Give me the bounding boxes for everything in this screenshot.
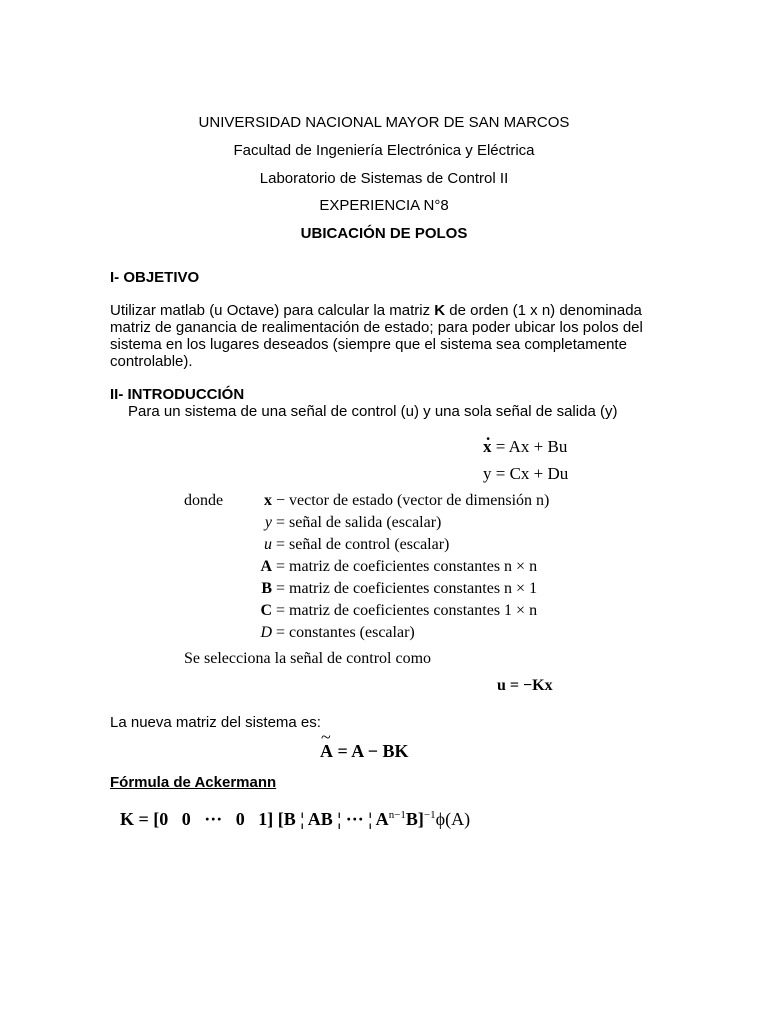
ackermann-exponent-inverse: −1 <box>423 809 436 821</box>
objective-text-before: Utilizar matlab (u Octave) para calcular la matriz <box>110 302 435 319</box>
definition-symbol: x <box>264 492 272 509</box>
definition-row <box>184 490 549 512</box>
ackermann-formula-mid: B] <box>405 809 424 829</box>
experience-number: EXPERIENCIA N°8 <box>319 197 449 214</box>
definition-row <box>184 622 549 644</box>
ackermann-formula <box>120 809 470 830</box>
objective-text-after: de orden (1 x n) denominada matriz de ganancia de realimentación de estado; para poder ubicar los polos del sistema en los lugares deseados (siempre que el sistema sea completamente controlable). <box>110 302 643 370</box>
state-equation <box>483 437 567 457</box>
state-equation-rhs: = Ax + Bu <box>495 437 568 456</box>
xdot-symbol: . x <box>483 437 492 457</box>
definition-text: = señal de control (escalar) <box>276 536 450 553</box>
a-tilde-symbol: ~ A <box>320 741 333 762</box>
document-title: UBICACIÓN DE POLOS <box>300 225 468 242</box>
output-equation: y = Cx + Du <box>483 464 569 483</box>
objective-heading: I- OBJETIVO <box>110 269 200 286</box>
definition-text: = matriz de coeficientes constantes n × 1 <box>276 580 538 597</box>
ackermann-heading: Fórmula de Ackermann <box>110 774 277 791</box>
definition-text: − vector de estado (vector de dimensión n) <box>276 492 550 509</box>
new-matrix-equation <box>320 741 409 762</box>
control-law: u = −Kx <box>497 677 553 694</box>
faculty-name: Facultad de Ingeniería Electrónica y Eléctrica <box>233 142 535 159</box>
definition-text: = señal de salida (escalar) <box>276 514 442 531</box>
objective-paragraph <box>110 302 650 370</box>
definitions-list <box>184 490 549 644</box>
definition-text: = matriz de coeficientes constantes 1 × n <box>276 602 538 619</box>
definition-row <box>184 578 549 600</box>
ackermann-exponent-n: n−1 <box>388 809 406 821</box>
definition-row <box>184 534 549 556</box>
new-matrix-text: La nueva matriz del sistema es: <box>110 714 321 731</box>
introduction-heading: II- INTRODUCCIÓN <box>110 386 245 403</box>
university-name: UNIVERSIDAD NACIONAL MAYOR DE SAN MARCOS <box>198 114 570 131</box>
definition-row <box>184 556 549 578</box>
ackermann-formula-start: K = [0 0 ··· 0 1] [B ¦ AB ¦ ··· ¦ A <box>120 809 389 829</box>
definition-symbol: C <box>260 602 272 619</box>
objective-k-symbol: K <box>434 302 446 319</box>
definitions-lead: donde <box>184 492 224 509</box>
control-selection-text: Se selecciona la señal de control como <box>184 650 432 667</box>
definition-symbol: u <box>264 536 272 553</box>
lab-name: Laboratorio de Sistemas de Control II <box>259 170 509 187</box>
definition-row <box>184 600 549 622</box>
definition-text: = constantes (escalar) <box>276 624 415 641</box>
new-matrix-rhs: = A − BK <box>337 741 409 761</box>
introduction-text: Para un sistema de una señal de control (u) y una sola señal de salida (y) <box>128 403 618 420</box>
definition-symbol: B <box>261 580 272 597</box>
ackermann-formula-end: ϕ(A) <box>435 809 471 829</box>
definition-symbol: y <box>264 514 272 531</box>
definition-symbol: A <box>260 558 272 575</box>
definition-symbol: D <box>260 624 272 641</box>
definition-text: = matriz de coeficientes constantes n × n <box>276 558 538 575</box>
definition-row <box>184 512 549 534</box>
